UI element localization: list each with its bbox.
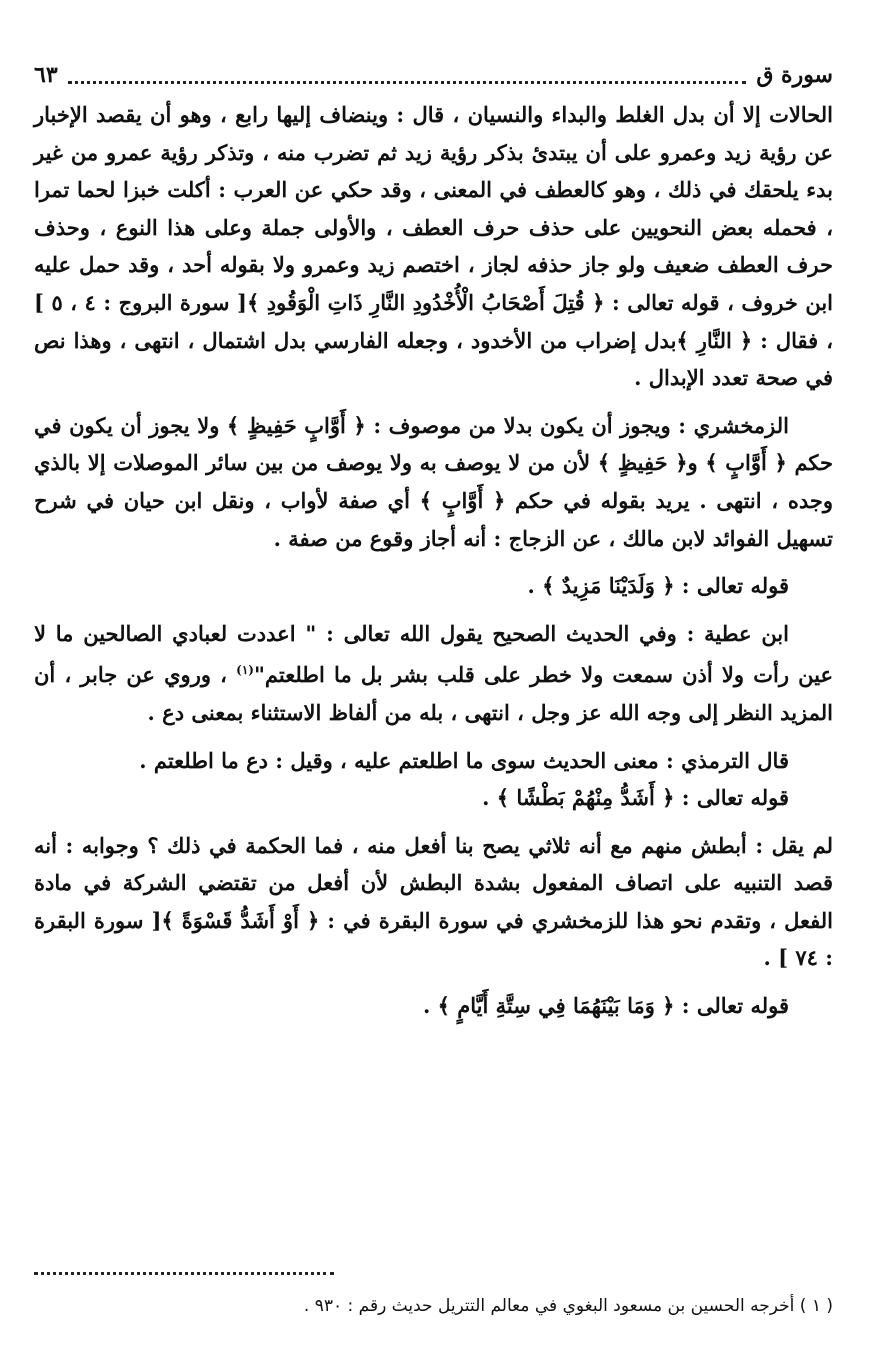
paragraph-verse-mazid: قوله تعالى : ﴿ وَلَدَيْنَا مَزِيدٌ ﴾ . <box>527 573 789 599</box>
paragraph-ibn-atiyya <box>34 615 833 732</box>
footnote-separator <box>34 1272 334 1275</box>
footnote: ( ١ ) أخرجه الحسين بن مسعود البغوي في معالم التتريل حديث رقم : ٩٣٠ . <box>303 1296 833 1316</box>
paragraph-verse-sitta: قوله تعالى : ﴿ وَمَا بَيْنَهُمَا فِي سِتَّةِ أَيَّامٍ ﴾ . <box>423 993 789 1019</box>
header-leader-dots <box>68 67 747 84</box>
footnote-marker[interactable]: (١) <box>236 663 254 678</box>
page-number: ٦٣ <box>34 62 58 88</box>
paragraph-continuation: الحالات إلا أن بدل الغلط والبداء والنسيان ، قال : وينضاف إليها رابع ، وهو أن يقصد الإخبار عن رؤية زيد وعمرو على أن يبتدئ بذكر رؤية زيد ثم تضرب منه ، وتذكر رؤية عمرو من غير بدء يلحقك في ذلك ، وهو كالعطف في المعنى ، وقد حكي عن العرب : أكلت خبزا لحما تمرا ، فحمله بعض النحويين على حذف حرف العطف ، والأولى جملة وعلى هذا النوع ، وحذف حرف العطف ضعيف ولو جاز حذفه لجاز ، اختصم زيد وعمرو ولا بقوله أحد ، وقد حمل عليه ابن خروف ، قوله تعالى : ﴿ قُتِلَ أَصْحَابُ الْأُخْدُودِ النَّارِ ذَاتِ الْوَقُودِ ﴾[ سورة البروج : ٤ ، ٥ ] ، فقال : ﴿ النَّارِ ﴾بدل إضراب من الأخدود ، وجعله الفارسي بدل اشتمال ، انتهى ، وهذا نص في صحة تعدد الإبدال . <box>34 102 834 391</box>
paragraph-zamakhshari: الزمخشري : ويجوز أن يكون بدلا من موصوف : ﴿ أَوَّابٍ حَفِيظٍ ﴾ ولا يجوز أن يكون في حكم ﴿ أَوَّابٍ ﴾ و﴿ حَفِيظٍ ﴾ لأن من لا يوصف به ولا يوصف من بين سائر الموصلات إلا بالذي وجده ، انتهى . يريد بقوله في حكم ﴿ أَوَّابٍ ﴾ أي صفة لأواب ، ونقل ابن حيان في شرح تسهيل الفوائد لابن مالك ، عن الزجاج : أنه أجاز وقوع من صفة . <box>34 412 833 551</box>
paragraph-tirmidhi: قال الترمذي : معنى الحديث سوى ما اطلعتم عليه ، وقيل : دع ما اطلعتم . <box>139 747 789 773</box>
ibn-atiyya-text-cont: ، وروي عن جابر ، أن المزيد النظر إلى وجه الله عز وجل ، انتهى ، بله من ألفاظ الاستثناء بمعنى دع . <box>34 662 833 725</box>
surah-title: سورة ق <box>756 62 833 88</box>
paragraph-verse-ashadd: قوله تعالى : ﴿ أَشَدُّ مِنْهُمْ بَطْشًا ﴾ . <box>482 785 789 811</box>
running-header <box>34 58 833 92</box>
main-text <box>34 96 833 1025</box>
paragraph-question: لم يقل : أبطش منهم مع أنه ثلاثي يصح بنا أفعل منه ، فما الحكمة في ذلك ؟ وجوابه : أنه قصد التنبيه على اتصاف المفعول بشدة البطش لأن أفعل من تقتضي الشركة في مادة الفعل ، وتقدم نحو هذا للزمخشري في سورة البقرة في : ﴿ أَوْ أَشَدُّ قَسْوَةً ﴾[ سورة البقرة : ٧٤ ] . <box>34 832 833 971</box>
ibn-atiyya-text: ابن عطية : وفي الحديث الصحيح يقول الله تعالى : " اعددت لعبادي الصالحين ما لا عين رأت ولا أذن سمعت ولا خطر على قلب بشر بل ما اطلعتم" <box>34 620 833 688</box>
